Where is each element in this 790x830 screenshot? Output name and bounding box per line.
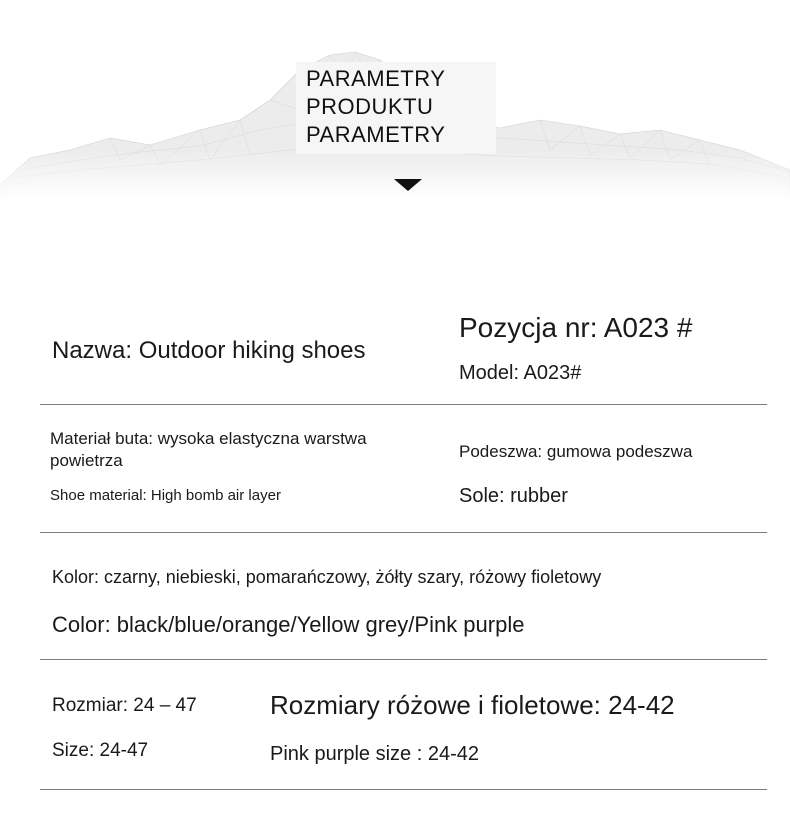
shoe-material-pl-line-2: powietrza [50,451,123,470]
banner-title-line-3: PARAMETRY [306,122,446,147]
model-number: Model: A023# [459,362,582,384]
pink-purple-size-pl: Rozmiary różowe i fioletowe: 24-42 [270,690,675,720]
divider [40,404,767,405]
size-pl: Rozmiar: 24 – 47 [52,695,197,716]
divider [40,532,767,533]
product-name: Nazwa: Outdoor hiking shoes [52,337,366,364]
color-en: Color: black/blue/orange/Yellow grey/Pink purple [52,612,525,637]
divider [40,659,767,660]
down-arrow-icon [394,179,422,191]
shoe-material-pl [50,428,430,472]
shoe-material-en: Shoe material: High bomb air layer [50,487,281,504]
sole-pl: Podeszwa: gumowa podeszwa [459,442,693,461]
banner-title-line-1: PARAMETRY [306,66,446,91]
header-banner [0,0,790,200]
size-en: Size: 24-47 [52,740,149,761]
shoe-material-pl-line-1: Materiał buta: wysoka elastyczna warstwa [50,429,367,448]
color-pl: Kolor: czarny, niebieski, pomarańczowy, żółty szary, różowy fioletowy [52,567,602,587]
sole-en: Sole: rubber [459,485,568,507]
divider [40,789,767,790]
pink-purple-size-en: Pink purple size : 24-42 [270,743,480,765]
banner-title-line-2: PRODUKTU [306,94,434,119]
position-number: Pozycja nr: A023 # [459,312,693,343]
